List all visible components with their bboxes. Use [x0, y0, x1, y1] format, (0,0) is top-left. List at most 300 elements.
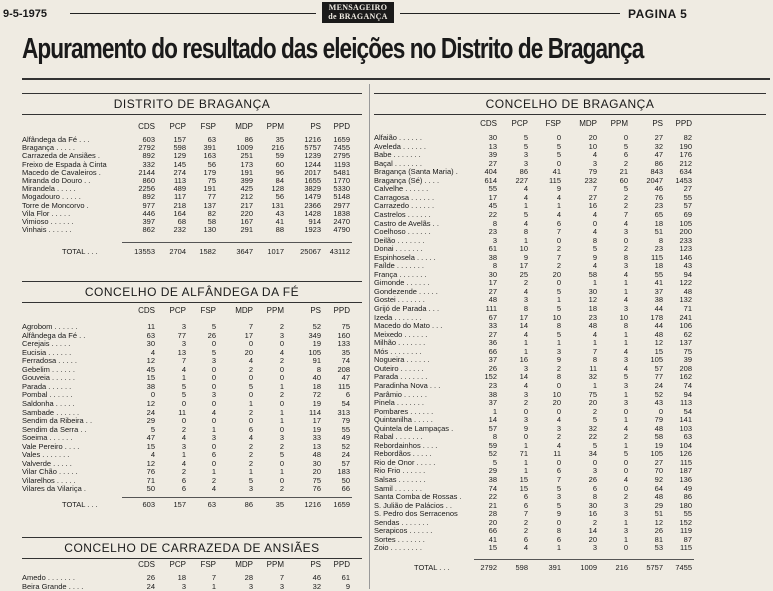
row-value: 5481 — [333, 167, 350, 177]
row-value: 0 — [556, 235, 561, 245]
row-value: 1 — [523, 346, 528, 356]
column-header-fsp: FSP — [200, 306, 216, 315]
row-value: 4 — [592, 261, 597, 271]
row-value: 43 — [654, 398, 663, 408]
row-value: 115 — [549, 175, 561, 185]
row-value: 8 — [556, 372, 561, 382]
row-value: 137 — [203, 200, 216, 210]
row-value: 6 — [523, 534, 528, 544]
row-value: 115 — [651, 252, 663, 262]
row-value: 4 — [556, 209, 561, 219]
row-value: 0 — [181, 416, 186, 426]
row-value: 26 — [207, 330, 216, 340]
row-value: 4790 — [333, 225, 350, 235]
row-value: 25 — [519, 269, 528, 279]
row-name: Meixedo . . . . . . — [374, 329, 428, 339]
row-value: 1 — [592, 278, 597, 288]
row-value: 27 — [654, 457, 663, 467]
row-value: 2 — [248, 407, 253, 417]
row-value: 4 — [181, 458, 186, 468]
row-value: 349 — [308, 330, 321, 340]
row-value: 55 — [341, 424, 350, 434]
row-value: 84 — [275, 176, 284, 185]
row-value: 3 — [556, 492, 561, 502]
row-name: Beira Grande . . . . — [22, 582, 84, 591]
row-name: Ferradosa . . . . . — [22, 356, 78, 366]
row-value: 3 — [279, 433, 284, 443]
row-value: 66 — [341, 484, 350, 494]
row-value: 114 — [309, 407, 321, 417]
row-value: 71 — [146, 475, 155, 485]
row-value: 0 — [523, 406, 528, 416]
row-value: 152 — [484, 372, 497, 382]
row-value: 18 — [654, 218, 663, 228]
row-value: 7 — [592, 346, 597, 356]
row-value: 3 — [523, 158, 528, 168]
row-value: 5 — [150, 424, 155, 434]
row-name: Quintela de Lampaças . — [374, 423, 454, 433]
row-name: Vila Flor . . . . . — [22, 208, 71, 218]
row-value: 425 — [240, 184, 253, 194]
row-name: Bragança (Sé) . . . . — [374, 175, 440, 185]
row-value: 1 — [279, 467, 284, 477]
row-value: 14 — [588, 526, 597, 536]
row-value: 1 — [492, 406, 497, 416]
row-value: 15 — [146, 373, 155, 383]
column-header-ppm: PPM — [266, 122, 284, 131]
row-value: 43 — [275, 208, 284, 218]
row-value: 4 — [592, 209, 597, 219]
row-name: Amedo . . . . . . . — [22, 573, 75, 582]
row-value: 4 — [623, 269, 628, 279]
row-value: 2 — [523, 517, 528, 527]
row-value: 208 — [679, 363, 692, 373]
row-value: 60 — [619, 175, 628, 185]
row-value: 74 — [488, 483, 497, 493]
row-value: 86 — [244, 135, 253, 144]
row-value: 4 — [623, 423, 628, 433]
row-name: Bragança . . . . . — [22, 143, 75, 153]
row-value: 5 — [211, 347, 216, 357]
row-value: 131 — [271, 200, 284, 210]
column-header-cds: CDS — [138, 560, 155, 569]
row-value: 1838 — [333, 208, 350, 218]
row-value: 3 — [623, 261, 628, 271]
row-value: 2 — [523, 398, 528, 408]
row-value: 63 — [207, 135, 216, 144]
row-value: 49 — [683, 483, 692, 493]
row-value: 70 — [654, 466, 663, 476]
row-value: 5 — [492, 457, 497, 467]
column-header-ps: PS — [310, 122, 321, 131]
row-value: 75 — [207, 176, 216, 185]
row-value: 49 — [341, 433, 350, 443]
row-value: 446 — [142, 208, 155, 218]
row-name: Rebordãos . . . . . — [374, 449, 432, 459]
section-rule — [22, 114, 362, 115]
row-name: Paradinha Nova . . . — [374, 380, 441, 390]
row-name: Nogueira . . . . . . — [374, 355, 430, 365]
row-value: 843 — [650, 167, 663, 177]
row-value: 63 — [146, 330, 155, 340]
row-value: 4 — [248, 356, 253, 366]
row-value: 52 — [488, 449, 497, 459]
row-value: 0 — [279, 475, 284, 485]
row-value: 30 — [312, 458, 321, 468]
row-name: Faílde . . . . . . . — [374, 261, 425, 271]
row-value: 4 — [181, 433, 186, 443]
row-value: 4 — [523, 286, 528, 296]
section-rule — [22, 302, 362, 303]
row-value: 2 — [248, 441, 253, 451]
row-value: 7 — [556, 475, 561, 484]
row-name: Torre de Moncorvo . — [22, 200, 89, 210]
row-value: 48 — [312, 450, 321, 460]
row-value: 58 — [654, 432, 663, 442]
total-value: 43112 — [329, 247, 350, 256]
row-value: 1 — [523, 440, 528, 450]
row-value: 16 — [519, 355, 528, 365]
row-value: 122 — [679, 278, 692, 288]
row-value: 12 — [588, 295, 597, 305]
row-value: 79 — [341, 416, 350, 426]
row-value: 4 — [523, 192, 528, 202]
row-value: 6 — [523, 500, 528, 510]
row-value: 14 — [519, 321, 528, 331]
row-value: 3 — [623, 500, 628, 510]
row-value: 9 — [523, 252, 528, 262]
row-value: 5 — [592, 415, 597, 425]
row-value: 20 — [244, 347, 253, 357]
section-title: CONCELHO DE CARRAZEDA DE ANSIÃES — [64, 541, 320, 555]
row-value: 0 — [623, 543, 628, 553]
row-name: Parada . . . . . . . — [374, 372, 428, 382]
section-rule — [22, 93, 362, 94]
row-value: 3 — [181, 322, 186, 331]
row-value: 1 — [279, 416, 284, 426]
total-value: 603 — [142, 500, 155, 509]
row-name: Mirandela . . . . . — [22, 184, 76, 194]
row-value: 15 — [654, 346, 663, 356]
column-header-ppm: PPM — [266, 306, 284, 315]
row-value: 67 — [488, 312, 497, 322]
row-name: Izeda . . . . . . . — [374, 312, 422, 322]
row-name: S. Pedro dos Serracenos — [374, 509, 458, 519]
row-value: 2 — [248, 450, 253, 460]
row-value: 8 — [316, 364, 321, 374]
row-value: 862 — [142, 225, 155, 235]
row-value: 0 — [150, 390, 155, 400]
row-value: 1 — [556, 295, 561, 305]
row-name: Rebordainhos . . . . — [374, 440, 438, 450]
row-value: 0 — [523, 432, 528, 442]
row-value: 13 — [488, 141, 497, 151]
row-value: 105 — [650, 449, 663, 459]
row-value: 4 — [248, 433, 253, 443]
section-title: CONCELHO DE BRAGANÇA — [485, 97, 655, 111]
row-value: 1244 — [304, 159, 321, 169]
row-value: 220 — [240, 208, 253, 218]
row-value: 115 — [338, 381, 350, 391]
row-value: 3 — [248, 582, 253, 591]
row-value: 38 — [146, 381, 155, 391]
row-value: 30 — [146, 339, 155, 349]
row-value: 66 — [488, 526, 497, 536]
row-value: 111 — [485, 304, 497, 313]
row-value: 57 — [683, 201, 692, 211]
row-value: 66 — [488, 346, 497, 356]
column-header-ps: PS — [310, 560, 321, 569]
row-value: 1428 — [304, 208, 321, 218]
row-value: 75 — [588, 389, 597, 399]
date: 9-5-1975 — [3, 8, 48, 20]
row-value: 22 — [588, 432, 597, 442]
row-value: 29 — [654, 500, 663, 510]
row-value: 48 — [654, 423, 663, 433]
total-label: TOTAL . . . — [414, 563, 450, 572]
row-value: 2 — [523, 278, 528, 288]
row-value: 4 — [181, 364, 186, 374]
row-value: 55 — [683, 192, 692, 202]
row-value: 96 — [275, 167, 284, 177]
row-name: Pombal . . . . . . — [22, 390, 73, 400]
row-value: 217 — [240, 200, 253, 210]
row-value: 46 — [312, 573, 321, 582]
row-name: Carragosa . . . . . . — [374, 192, 435, 202]
row-value: 4 — [623, 475, 628, 484]
row-name: Sortes . . . . . . . — [374, 534, 425, 544]
row-value: 4 — [592, 150, 597, 160]
column-header-pcp: PCP — [169, 306, 186, 315]
row-value: 47 — [654, 150, 663, 160]
column-header-fsp: FSP — [200, 560, 216, 569]
column-header-fsp: FSP — [200, 122, 216, 131]
row-value: 94 — [683, 269, 692, 279]
row-value: 4 — [211, 484, 216, 494]
row-value: 1 — [523, 457, 528, 467]
row-value: 1 — [556, 201, 561, 211]
row-value: 20 — [552, 398, 561, 408]
row-value: 1 — [211, 582, 216, 591]
row-value: 2 — [623, 158, 628, 168]
row-name: Vinhais . . . . . . — [22, 225, 72, 235]
row-value: 12 — [654, 338, 663, 348]
row-value: 0 — [279, 398, 284, 408]
row-value: 3 — [248, 484, 253, 494]
row-value: 1 — [592, 338, 597, 348]
column-header-pcp: PCP — [169, 122, 186, 131]
row-value: 37 — [488, 355, 497, 365]
row-value: 0 — [181, 398, 186, 408]
row-value: 233 — [679, 235, 692, 245]
section-rule — [374, 114, 766, 115]
row-value: 0 — [623, 235, 628, 245]
total-value: 157 — [173, 500, 186, 509]
total-label: TOTAL . . . — [62, 500, 98, 509]
row-value: 22 — [488, 492, 497, 502]
column-header-ps: PS — [652, 119, 663, 128]
row-value: 1479 — [304, 192, 321, 202]
row-value: 0 — [211, 398, 216, 408]
row-name: Macedo de Cavaleiros . — [22, 167, 101, 177]
row-value: 35 — [275, 135, 284, 144]
row-value: 0 — [211, 339, 216, 349]
row-value: 17 — [519, 261, 528, 271]
row-value: 3 — [181, 441, 186, 451]
row-value: 3 — [592, 466, 597, 476]
row-value: 157 — [173, 135, 186, 144]
row-value: 39 — [683, 355, 692, 365]
row-value: 0 — [556, 380, 561, 390]
section-rule — [22, 281, 362, 282]
row-value: 82 — [683, 133, 692, 142]
row-name: Serapicos . . . . . . — [374, 526, 433, 536]
row-value: 106 — [679, 321, 692, 331]
row-value: 33 — [312, 433, 321, 443]
row-value: 82 — [207, 208, 216, 218]
row-value: 0 — [556, 517, 561, 527]
row-value: 5 — [556, 286, 561, 296]
row-value: 4 — [523, 380, 528, 390]
row-value: 16 — [588, 509, 597, 519]
row-value: 162 — [679, 372, 692, 382]
row-value: 5 — [181, 390, 186, 400]
row-value: 2 — [623, 492, 628, 502]
row-value: 2 — [248, 364, 253, 374]
row-value: 1 — [248, 467, 253, 477]
row-value: 76 — [312, 484, 321, 494]
row-name: Bragança (Santa Maria) . — [374, 167, 458, 177]
row-value: 8 — [623, 252, 628, 262]
row-value: 212 — [679, 158, 692, 168]
row-value: 0 — [248, 339, 253, 349]
row-value: 5330 — [333, 184, 350, 194]
row-value: 12 — [146, 458, 155, 468]
headline-rule — [22, 78, 770, 80]
row-name: Samil . . . . . . . — [374, 483, 422, 493]
row-value: 117 — [174, 192, 186, 202]
row-value: 1 — [623, 389, 628, 399]
row-name: Gimonde . . . . . . — [374, 278, 430, 288]
row-value: 5 — [556, 304, 561, 313]
row-value: 86 — [683, 492, 692, 502]
row-name: Rio de Onor . . . . . — [374, 457, 436, 467]
row-value: 2 — [279, 322, 284, 331]
row-value: 4 — [523, 218, 528, 228]
column-header-cds: CDS — [138, 122, 155, 131]
row-value: 241 — [679, 312, 692, 322]
row-value: 1 — [279, 407, 284, 417]
column-header-cds: CDS — [138, 306, 155, 315]
row-value: 3 — [623, 304, 628, 313]
row-value: 26 — [588, 475, 597, 484]
row-value: 12 — [146, 356, 155, 366]
row-value: 6 — [523, 492, 528, 502]
row-value: 18 — [588, 304, 597, 313]
row-value: 18 — [177, 573, 186, 582]
row-value: 55 — [683, 509, 692, 519]
row-value: 0 — [623, 406, 628, 416]
row-value: 3 — [556, 423, 561, 433]
row-value: 7 — [211, 573, 216, 582]
row-value: 11 — [147, 322, 155, 331]
row-value: 81 — [654, 534, 663, 544]
row-value: 18 — [312, 381, 321, 391]
row-name: França . . . . . . . — [374, 269, 427, 279]
row-value: 86 — [519, 167, 528, 177]
row-value: 2256 — [138, 184, 155, 194]
row-value: 160 — [337, 330, 350, 340]
row-value: 47 — [146, 433, 155, 443]
row-name: Sendim da Serra . . — [22, 424, 87, 434]
row-name: Zoio . . . . . . . . — [374, 543, 422, 553]
row-value: 0 — [592, 218, 597, 228]
row-value: 10 — [519, 244, 528, 254]
row-value: 9 — [523, 423, 528, 433]
row-value: 2 — [592, 406, 597, 416]
row-value: 92 — [654, 475, 663, 484]
row-value: 27 — [683, 184, 692, 194]
row-value: 3 — [181, 582, 186, 591]
row-value: 41 — [275, 217, 284, 226]
row-value: 105 — [308, 347, 321, 357]
row-value: 4 — [523, 543, 528, 553]
row-value: 1 — [623, 278, 628, 288]
row-value: 32 — [312, 582, 321, 591]
row-value: 24 — [654, 380, 663, 390]
total-value: 1216 — [304, 500, 321, 509]
row-value: 29 — [488, 466, 497, 476]
total-value: 35 — [275, 500, 284, 509]
row-value: 27 — [654, 133, 663, 142]
row-value: 8 — [658, 235, 663, 245]
row-value: 74 — [341, 356, 350, 366]
row-value: 20 — [588, 133, 597, 142]
row-value: 3 — [211, 390, 216, 400]
row-value: 218 — [173, 200, 186, 210]
row-value: 0 — [556, 406, 561, 416]
row-value: 43 — [683, 261, 692, 271]
row-value: 2144 — [138, 167, 155, 177]
row-value: 48 — [588, 321, 597, 331]
masthead-line-2: de BRAGANÇA — [328, 12, 388, 21]
row-value: 5 — [556, 150, 561, 160]
total-value: 13553 — [134, 247, 155, 256]
row-value: 79 — [654, 415, 663, 425]
row-value: 63 — [683, 432, 692, 442]
row-value: 2 — [623, 432, 628, 442]
row-value: 48 — [683, 286, 692, 296]
row-value: 4 — [279, 347, 284, 357]
row-value: 0 — [556, 133, 561, 142]
row-value: 291 — [240, 225, 253, 235]
row-value: 17 — [244, 330, 253, 340]
row-value: 77 — [654, 372, 663, 382]
row-value: 132 — [679, 295, 692, 305]
row-value: 1 — [523, 338, 528, 348]
row-value: 52 — [312, 322, 321, 331]
row-value: 191 — [240, 167, 253, 177]
row-value: 1 — [181, 450, 186, 460]
row-value: 71 — [683, 304, 692, 313]
row-value: 603 — [142, 135, 155, 144]
row-value: 113 — [680, 398, 692, 408]
headline: Apuramento do resultado das eleições no Distrito de Bragança — [22, 33, 644, 65]
row-value: 191 — [203, 184, 216, 194]
column-header-ppm: PPM — [610, 119, 628, 128]
row-value: 2 — [556, 261, 561, 271]
row-value: 8 — [556, 526, 561, 536]
